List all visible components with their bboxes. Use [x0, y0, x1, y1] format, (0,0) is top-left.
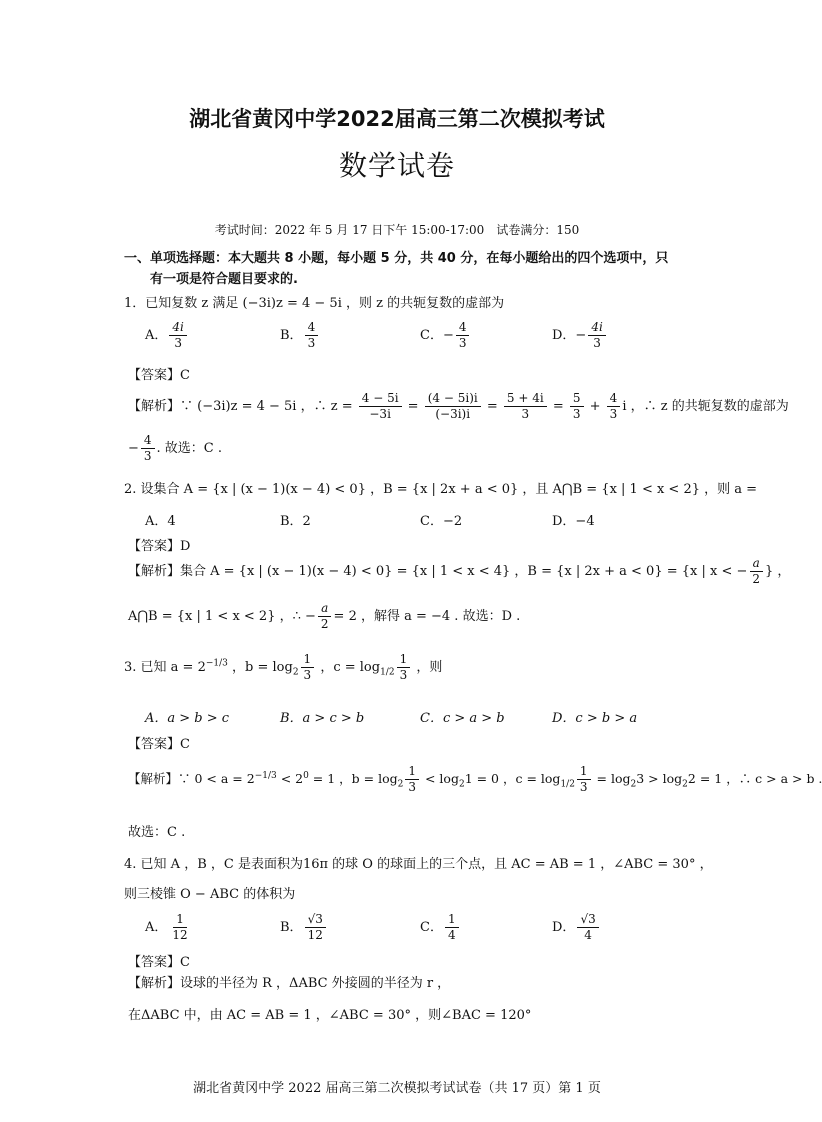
question-4-answer: 【答案】C [128, 955, 190, 970]
question-2-answer: 【答案】D [128, 539, 191, 554]
question-1-solution-line2: − $\frac{4}{3}$ . 故选：C . [128, 433, 223, 463]
exam-title: 湖北省黄冈中学2022届高三第二次模拟考试 [189, 107, 605, 131]
question-3-answer: 【答案】C [128, 737, 190, 752]
question-4-solution-line2: 在ΔABC 中，由 AC = AB = 1 ，∠ABC = 30° ，则∠BAC = 120° [128, 1008, 532, 1023]
question-3-option-c: C．c > a > b [420, 711, 505, 726]
question-2-solution-line1: 【解析】集合 A = {x | (x − 1)(x − 4) < 0} = {x | 1 < x < 4} ，B = {x | 2x + a < 0} = {x | x < − $\frac{a}{2}$ } ， [128, 556, 791, 586]
question-1-stem: 1．已知复数 z 满足 (−3i)z = 4 − 5i ，则 z 的共轭复数的虚部为 [124, 296, 505, 311]
question-4-option-c: C． $\frac{1}{4}$ [420, 912, 461, 943]
question-3-option-d: D．c > b > a [552, 711, 638, 726]
question-4-stem-line2: 则三棱锥 O − ABC 的体积为 [124, 887, 296, 902]
question-3-solution: 【解析】∵ $0 < a = 2^{-1/3} < 2^0 = 1$ ，$b = \log_2$ $\frac{1}{3}$ < $\log_21 = 0$ ，$c = \log_{1/2}$ $\frac{1}{3}$ = $\log_23 > \log_22 = 1$ ，∴ c > a > b . [128, 764, 822, 794]
exam-meta: 考试时间：2022 年 5 月 17 日下午 15:00-17:00 试卷满分：150 [214, 223, 580, 237]
question-2-option-c: C．−2 [420, 514, 463, 529]
exam-subtitle: 数学试卷 [338, 149, 455, 182]
question-2-option-a: A．4 [145, 514, 176, 529]
question-2-option-b: B．2 [280, 514, 311, 529]
question-4-option-b: B． $\frac{√3}{12}$ [280, 912, 328, 943]
question-4-solution-line1: 【解析】设球的半径为 R ，ΔABC 外接圆的半径为 r ， [128, 976, 451, 991]
page-footer: 湖北省黄冈中学 2022 届高三第二次模拟考试试卷（共 17 页）第 1 页 [193, 1081, 601, 1096]
question-2-stem: 2. 设集合 A = {x | (x − 1)(x − 4) < 0} ，B = {x | 2x + a < 0} ，且 A⋂B = {x | 1 < x < 2} ，则 a = [124, 482, 758, 497]
question-2-option-d: D．−4 [552, 514, 595, 529]
question-3-stem: 3. 已知 $a = 2^{-1/3}$ ，$b = \log_2$ $\frac{1}{3}$ ，$c = \log_{1/2}$ $\frac{1}{3}$ ，则 [124, 652, 443, 682]
question-1-option-b: B． $\frac{4}{3}$ [280, 320, 320, 351]
question-4-stem-line1: 4. 已知 A ，B ，C 是表面积为16π 的球 O 的球面上的三个点，且 AC = AB = 1 ，∠ABC = 30° ， [124, 857, 713, 872]
section-heading-line1: 一、单项选择题：本大题共 8 小题，每小题 5 分，共 40 分，在每小题给出的四个选项中，只 [124, 251, 669, 266]
question-3-option-b: B．a > c > b [280, 711, 365, 726]
question-1-answer: 【答案】C [128, 368, 190, 383]
section-heading-line2: 有一项是符合题目要求的. [150, 272, 298, 287]
question-3-option-a: A．a > b > c [145, 711, 230, 726]
question-1-option-a: A． $\frac{4i}{3}$ [145, 320, 189, 351]
question-1-option-d: D．− $\frac{4i}{3}$ [552, 320, 608, 351]
question-1-option-c: C．− $\frac{4}{3}$ [420, 320, 471, 351]
question-4-option-d: D． $\frac{√3}{4}$ [552, 912, 601, 943]
question-1-solution-line1: 【解析】∵ (−3i)z = 4 − 5i ，∴ z = $\frac{4 - 5i}{-3i}$ = $\frac{(4 - 5i)i}{(-3i)i}$ = $\frac{5 + 4i}{3}$ = $\frac{5}{3}$ + $\frac{4}{3}$ i ，∴ z 的共轭复数的虚部为 [128, 391, 789, 421]
question-4-option-a: A． $\frac{1}{12}$ [145, 912, 188, 942]
question-3-conclusion: 故选：C . [128, 825, 186, 840]
question-2-solution-line2: A⋂B = {x | 1 < x < 2} ，∴ − $\frac{a}{2}$ = 2 ，解得 a = −4 . 故选：D . [128, 601, 521, 631]
